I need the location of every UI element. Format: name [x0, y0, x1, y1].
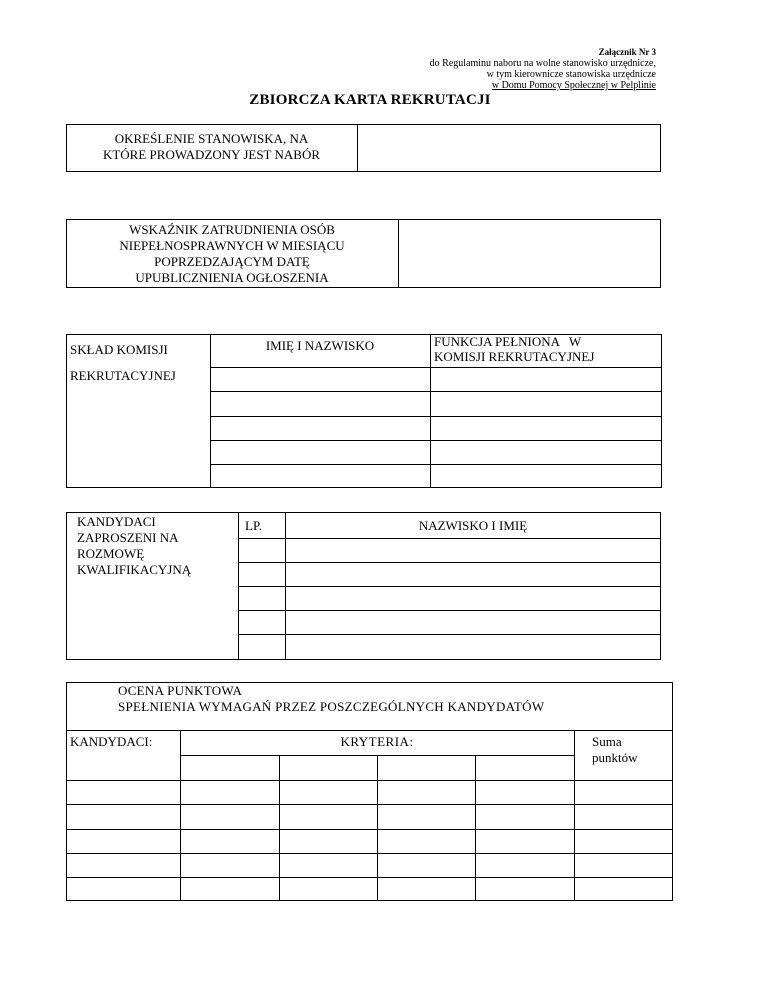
attachment-line-2: w tym kierownicze stanowiska urzędnicze [486, 69, 656, 80]
candidates-lp-header: LP. [245, 518, 262, 533]
candidates-name-header: NAZWISKO I IMIĘ [418, 518, 528, 533]
candidates-label: KANDYDACI ZAPROSZENI NA ROZMOWĘ KWALIFIKACYJNĄ [77, 514, 192, 577]
attachment-number: Załącznik Nr 3 [598, 47, 656, 57]
page-title: ZBIORCZA KARTA REKRUTACJI [249, 92, 491, 108]
attachment-header [430, 47, 656, 91]
commission-function-header: FUNKCJA PEŁNIONA W KOMISJI REKRUTACYJNEJ [434, 334, 595, 364]
disability-indicator-label: WSKAŹNIK ZATRUDNIENIA OSÓB NIEPEŁNOSPRAWNYCH W MIESIĄCU POPRZEDZAJĄCYM DATĘ UPUBLICZNIENIA OGŁOSZENIA [119, 222, 345, 285]
scoring-criteria-header: KRYTERIA: [340, 734, 414, 749]
position-label: OKREŚLENIE STANOWISKA, NA KTÓRE PROWADZONY JEST NABÓR [102, 131, 321, 162]
disability-indicator-value-field[interactable] [401, 221, 658, 286]
attachment-line-1: do Regulaminu naboru na wolne stanowisko urzędnicze, [429, 58, 656, 69]
commission-name-header: IMIĘ I NAZWISKO [265, 338, 375, 353]
commission-label-2: REKRUTACYJNEJ [70, 368, 176, 383]
attachment-line-3: w Domu Pomocy Społecznej w Pelplinie [491, 80, 656, 91]
scoring-candidates-header: KANDYDACI: [70, 734, 153, 749]
commission-label-1: SKŁAD KOMISJI [70, 342, 168, 357]
scoring-title: OCENA PUNKTOWA SPEŁNIENIA WYMAGAŃ PRZEZ POSZCZEGÓLNYCH KANDYDATÓW [118, 683, 545, 714]
position-value-field[interactable] [360, 126, 658, 170]
scoring-sum-header: Suma punktów [592, 734, 638, 765]
